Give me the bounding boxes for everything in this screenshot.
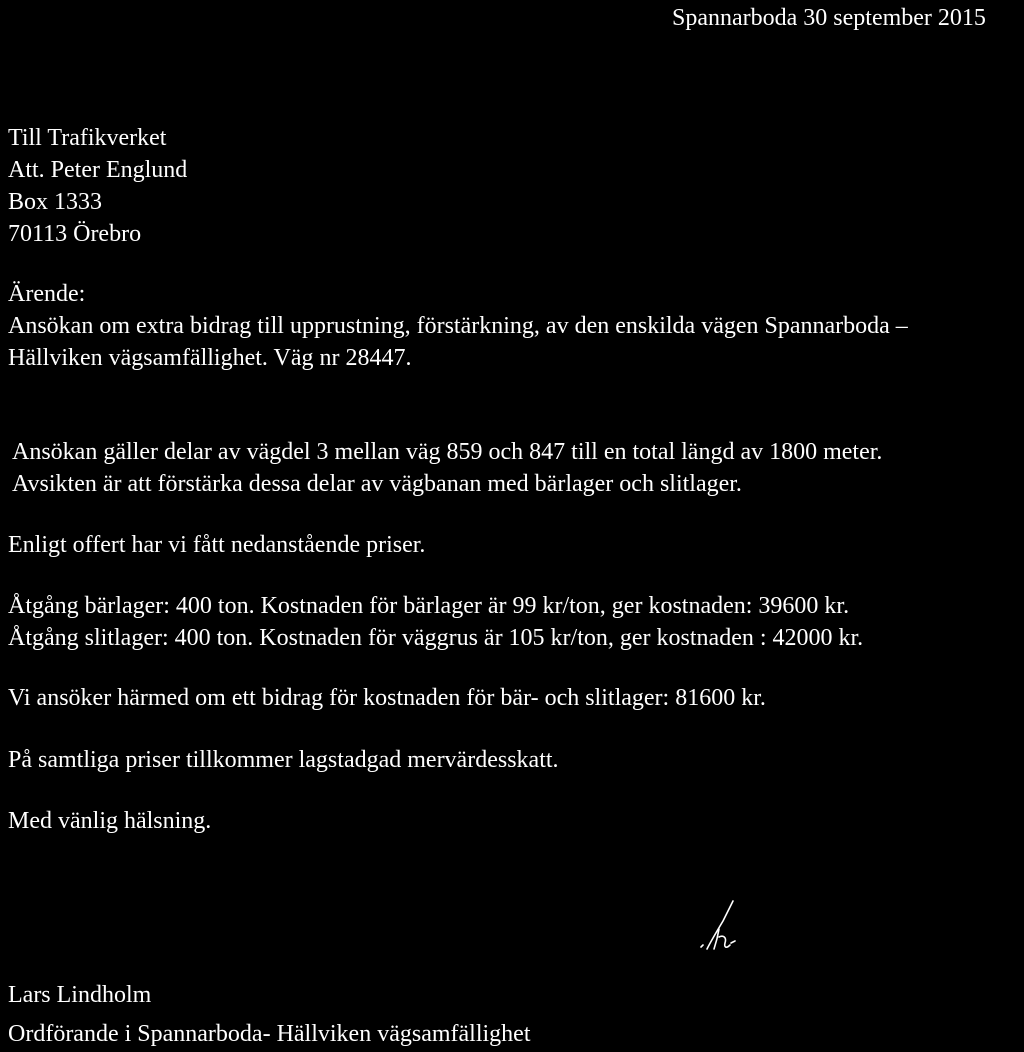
recipient-line-4: 70113 Örebro: [8, 221, 142, 247]
recipient-line-2: Att. Peter Englund: [8, 157, 188, 183]
subject-line-1: Ansökan om extra bidrag till upprustning, förstärkning, av den enskilda vägen Spannarboda –: [8, 313, 908, 339]
vat-note: På samtliga priser tillkommer lagstadgad mervärdesskatt.: [8, 747, 559, 773]
body-para1-line-2: Avsikten är att förstärka dessa delar av vägbanan med bärlager och slitlager.: [12, 471, 742, 497]
signatory-name: Lars Lindholm: [8, 982, 152, 1008]
signatory-title: Ordförande i Spannarboda- Hällviken vägsamfällighet: [8, 1021, 531, 1047]
body-para1-line-1: Ansökan gäller delar av vägdel 3 mellan väg 859 och 847 till en total längd av 1800 meter.: [12, 439, 883, 465]
cost-line-1: Åtgång bärlager: 400 ton. Kostnaden för bärlager är 99 kr/ton, ger kostnaden: 39600 kr.: [8, 593, 850, 619]
body-para2: Enligt offert har vi fått nedanstående priser.: [8, 532, 426, 558]
request-line: Vi ansöker härmed om ett bidrag för kostnaden för bär- och slitlager: 81600 kr.: [8, 685, 766, 711]
cost-line-2: Åtgång slitlager: 400 ton. Kostnaden för väggrus är 105 kr/ton, ger kostnaden : 42000 kr.: [8, 625, 864, 651]
closing: Med vänlig hälsning.: [8, 808, 212, 834]
handwritten-signature: [697, 897, 743, 961]
subject-line-2: Hällviken vägsamfällighet. Väg nr 28447.: [8, 345, 412, 371]
place-date: Spannarboda 30 september 2015: [672, 5, 986, 31]
recipient-line-1: Till Trafikverket: [8, 125, 167, 151]
recipient-line-3: Box 1333: [8, 189, 103, 215]
subject-label: Ärende:: [8, 281, 86, 307]
